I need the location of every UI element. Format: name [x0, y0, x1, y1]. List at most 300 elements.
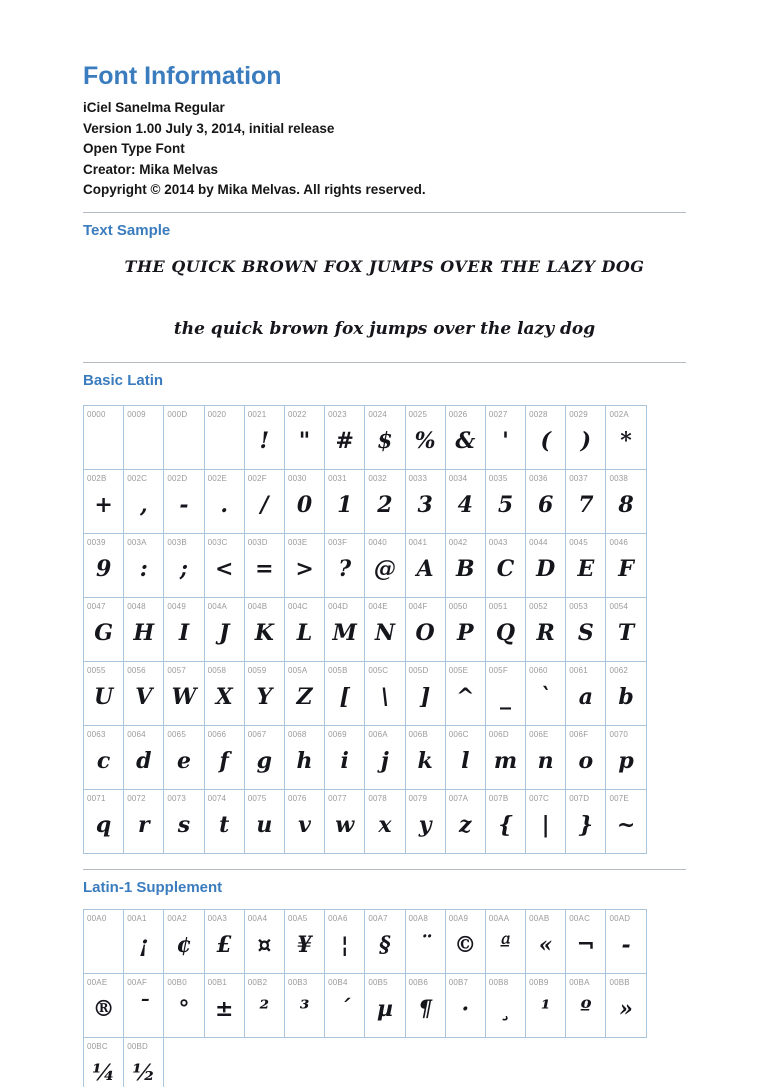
glyph-code-label: 0028 [529, 409, 548, 419]
glyph-cell [364, 789, 405, 854]
glyph-code-label: 007E [609, 793, 629, 803]
glyph-cell [204, 597, 245, 662]
glyph: q [95, 812, 112, 838]
glyph-cell [485, 533, 526, 598]
glyph-code-label: 0068 [287, 729, 307, 739]
glyph: Y [256, 684, 273, 710]
glyph-code-label: 0042 [448, 537, 468, 547]
glyph-code-label: 002F [247, 473, 267, 483]
glyph-cell [163, 597, 204, 662]
glyph-code-label: 004A [207, 601, 228, 611]
glyph-code-label: 0061 [569, 665, 588, 675]
glyph: # [335, 428, 354, 454]
glyph-code-label: 0059 [247, 665, 267, 675]
glyph: z [459, 812, 472, 838]
glyph: ¡ [138, 932, 149, 958]
glyph-code-label: 004D [328, 601, 349, 611]
glyph: . [220, 492, 228, 518]
glyph-code-label: 003B [167, 537, 187, 547]
glyph: 3 [417, 492, 433, 518]
glyph-code-label: 005C [368, 665, 389, 675]
glyph-code-label: 005A [287, 665, 308, 675]
glyph-cell [405, 973, 446, 1038]
glyph: K [254, 620, 274, 646]
glyph-cell [565, 789, 606, 854]
glyph-cell [123, 597, 164, 662]
glyph: h [296, 748, 313, 774]
glyph-code-label: 002E [207, 473, 228, 483]
glyph: ( [540, 428, 551, 454]
glyph: & [455, 428, 476, 454]
glyph-code-label: 005D [408, 665, 429, 675]
glyph-cell [123, 405, 164, 470]
glyph-cell [405, 597, 446, 662]
glyph-cell [364, 405, 405, 470]
glyph-code-label: 0076 [287, 793, 307, 803]
glyph-code-label: 00AF [127, 977, 148, 987]
sample-text-lowercase: the quick brown fox jumps over the lazy dog [173, 318, 596, 339]
glyph-cell [204, 789, 245, 854]
glyph-code-label: 007D [569, 793, 590, 803]
glyph: ~ [616, 812, 636, 838]
glyph-cell [405, 405, 446, 470]
glyph: _ [499, 684, 511, 710]
glyph-code-label: 00A5 [287, 913, 308, 923]
glyph-code-label: 003A [127, 537, 147, 547]
glyph-cell [284, 909, 325, 974]
glyph-cell [445, 597, 486, 662]
glyph: V [135, 684, 153, 710]
glyph-cell [83, 405, 124, 470]
glyph-code-label: 0056 [127, 665, 146, 675]
glyph-cell [525, 469, 566, 534]
glyph-code-label: 0074 [207, 793, 227, 803]
glyph-code-label: 00AD [609, 913, 631, 923]
glyph-cell [364, 597, 405, 662]
glyph: ? [338, 556, 352, 582]
glyph [164, 419, 203, 469]
glyph-code-label: 0024 [368, 409, 387, 419]
glyph-code-label: 00B5 [368, 977, 388, 987]
glyph-code-label: 00B2 [247, 977, 268, 987]
page-title: Font Information [83, 62, 282, 90]
glyph: x [378, 812, 392, 838]
glyph-cell [244, 533, 285, 598]
glyph-code-label: 0050 [448, 601, 468, 611]
glyph-cell [485, 725, 526, 790]
glyph: ' [502, 428, 509, 454]
glyph-cell [405, 725, 446, 790]
glyph-cell [163, 909, 204, 974]
glyph: y [418, 812, 432, 838]
glyph: ¥ [296, 932, 313, 958]
glyph-code-label: 00A7 [368, 913, 388, 923]
glyph: < [214, 556, 234, 582]
glyph-cell [364, 533, 405, 598]
glyph-code-label: 003F [328, 537, 348, 547]
glyph-code-label: 006C [448, 729, 469, 739]
glyph-cell [204, 725, 245, 790]
glyph-code-label: 002C [127, 473, 148, 483]
glyph: j [380, 748, 389, 774]
glyph-code-label: 00A1 [127, 913, 147, 923]
latin1-supplement-heading: Latin-1 Supplement [83, 878, 223, 896]
glyph: C [496, 556, 515, 582]
glyph-cell [605, 469, 646, 534]
glyph-code-label: 0064 [127, 729, 146, 739]
glyph-code-label: 00A3 [207, 913, 228, 923]
section-divider [83, 212, 686, 213]
glyph-code-label: 0054 [609, 601, 629, 611]
glyph: ! [259, 428, 270, 454]
glyph-cell [364, 661, 405, 726]
glyph-cell [565, 597, 606, 662]
glyph-code-label: 007B [488, 793, 509, 803]
glyph-cell [163, 469, 204, 534]
glyph-code-label: 00B7 [448, 977, 469, 987]
glyph-cell [284, 725, 325, 790]
glyph: J [218, 620, 230, 646]
glyph-code-label: 006E [529, 729, 549, 739]
glyph-code-label: 00AC [569, 913, 591, 923]
glyph-code-label: 002B [87, 473, 107, 483]
glyph-cell [485, 789, 526, 854]
glyph: 4 [457, 492, 473, 518]
glyph: l [461, 748, 470, 774]
glyph: M [332, 620, 357, 646]
glyph-cell [565, 973, 606, 1038]
glyph-code-label: 005E [448, 665, 469, 675]
glyph-code-label: 005F [488, 665, 508, 675]
glyph: © [454, 932, 477, 958]
glyph: ¶ [418, 996, 433, 1022]
glyph: * [620, 428, 632, 454]
glyph-code-label: 00AE [87, 977, 108, 987]
glyph: ¦ [340, 932, 349, 958]
glyph: ± [214, 996, 234, 1022]
glyph-code-label: 00A9 [448, 913, 469, 923]
glyph-cell [565, 909, 606, 974]
glyph-cell [485, 973, 526, 1038]
glyph-code-label: 00AB [529, 913, 550, 923]
glyph-code-label: 0069 [328, 729, 347, 739]
glyph-cell [324, 789, 365, 854]
glyph-code-label: 0063 [87, 729, 106, 739]
glyph: % [414, 428, 436, 454]
font-info-block [83, 98, 686, 201]
glyph-cell [445, 469, 486, 534]
glyph-cell [525, 909, 566, 974]
glyph-cell [163, 405, 204, 470]
glyph: i [340, 748, 349, 774]
glyph-code-label: 006D [488, 729, 509, 739]
glyph-cell [284, 597, 325, 662]
glyph: - [179, 492, 189, 518]
glyph-cell [605, 973, 646, 1038]
glyph-code-label: 0025 [408, 409, 428, 419]
glyph: § [379, 932, 391, 958]
glyph-cell [324, 469, 365, 534]
basic-latin-glyph-grid [83, 405, 686, 854]
glyph-cell [525, 405, 566, 470]
glyph-code-label: 0066 [207, 729, 227, 739]
glyph-cell [485, 661, 526, 726]
glyph-code-label: 0036 [529, 473, 548, 483]
glyph-code-label: 0045 [569, 537, 588, 547]
glyph: r [137, 812, 150, 838]
basic-latin-heading: Basic Latin [83, 371, 164, 389]
glyph: X [215, 684, 233, 710]
glyph: ) [580, 428, 592, 454]
glyph-cell [163, 973, 204, 1038]
glyph-code-label: 003D [247, 537, 268, 547]
glyph-cell [204, 909, 245, 974]
glyph: « [538, 932, 553, 958]
glyph: = [255, 556, 274, 582]
glyph-cell [83, 725, 124, 790]
glyph-cell [244, 973, 285, 1038]
glyph: F [618, 556, 634, 582]
glyph-code-label: 004B [247, 601, 268, 611]
glyph-code-label: 006B [408, 729, 428, 739]
glyph: > [295, 556, 314, 582]
glyph-cell [324, 533, 365, 598]
glyph-code-label: 0062 [609, 665, 629, 675]
glyph-code-label: 00A0 [87, 913, 107, 923]
glyph-code-label: 003C [207, 537, 228, 547]
glyph-code-label: 0047 [87, 601, 106, 611]
glyph-cell [244, 597, 285, 662]
glyph-code-label: 0052 [529, 601, 548, 611]
glyph: ª [500, 932, 511, 958]
glyph-cell [525, 789, 566, 854]
page-content [83, 0, 686, 1087]
font-creator: Creator: Mika Melvas [83, 161, 219, 177]
glyph-code-label: 00B3 [287, 977, 308, 987]
text-sample-heading: Text Sample [83, 221, 171, 239]
glyph-cell [123, 789, 164, 854]
glyph-code-label: 00BD [127, 1041, 148, 1051]
glyph-code-label: 0067 [247, 729, 267, 739]
glyph-cell [605, 533, 646, 598]
glyph-cell [244, 725, 285, 790]
glyph: o [578, 748, 594, 774]
glyph: ¸ [499, 996, 511, 1022]
glyph: f [219, 748, 229, 774]
glyph-cell [324, 909, 365, 974]
glyph: ½ [132, 1060, 156, 1086]
glyph-cell [324, 661, 365, 726]
glyph-code-label: 0022 [287, 409, 307, 419]
glyph-cell [163, 725, 204, 790]
glyph: m [493, 748, 518, 774]
glyph: H [133, 620, 155, 646]
glyph-code-label: 0055 [87, 665, 106, 675]
glyph-cell [204, 533, 245, 598]
glyph-cell [204, 661, 245, 726]
glyph-cell [485, 405, 526, 470]
glyph-cell [163, 661, 204, 726]
glyph: » [619, 996, 633, 1022]
glyph-cell [605, 909, 646, 974]
glyph-cell [83, 789, 124, 854]
glyph-cell [364, 973, 405, 1038]
glyph-cell [204, 973, 245, 1038]
glyph-cell [284, 533, 325, 598]
glyph-code-label: 00B9 [529, 977, 549, 987]
glyph-code-label: 00BA [569, 977, 590, 987]
font-type: Open Type Font [83, 141, 185, 156]
glyph-code-label: 0071 [87, 793, 106, 803]
glyph: ¤ [257, 932, 272, 958]
glyph [84, 419, 123, 469]
glyph: + [94, 492, 113, 518]
glyph-code-label: 0020 [207, 409, 227, 419]
glyph: { [498, 812, 513, 838]
glyph-cell [605, 597, 646, 662]
glyph: Z [296, 684, 313, 710]
glyph: º [580, 996, 592, 1022]
glyph: / [260, 492, 269, 518]
glyph-code-label: 0079 [408, 793, 428, 803]
glyph-code-label: 0073 [167, 793, 186, 803]
glyph: 7 [578, 492, 594, 518]
glyph: , [139, 492, 148, 518]
glyph: L [296, 620, 313, 646]
glyph-code-label: 0049 [167, 601, 186, 611]
glyph: ¹ [540, 996, 551, 1022]
glyph-cell [445, 973, 486, 1038]
glyph: } [578, 812, 593, 838]
glyph [205, 419, 244, 469]
glyph-code-label: 00A8 [408, 913, 428, 923]
glyph-code-label: 0035 [488, 473, 508, 483]
glyph: U [94, 684, 114, 710]
glyph: ° [178, 996, 190, 1022]
glyph-cell [445, 789, 486, 854]
glyph-code-label: 006A [368, 729, 388, 739]
glyph: " [298, 428, 311, 454]
glyph-cell [364, 469, 405, 534]
glyph-cell [525, 533, 566, 598]
glyph: B [455, 556, 475, 582]
glyph-code-label: 0048 [127, 601, 146, 611]
glyph: ´ [339, 996, 351, 1022]
glyph-cell [565, 661, 606, 726]
glyph-cell [123, 909, 164, 974]
glyph: $ [377, 428, 393, 454]
section-divider [83, 362, 686, 363]
glyph-cell [324, 405, 365, 470]
glyph-cell [284, 973, 325, 1038]
glyph-code-label: 00B1 [207, 977, 228, 987]
glyph-code-label: 0029 [569, 409, 588, 419]
glyph-cell [163, 533, 204, 598]
glyph-cell [445, 725, 486, 790]
glyph-code-label: 005B [328, 665, 348, 675]
glyph-code-label: 0026 [448, 409, 468, 419]
glyph: [ [339, 684, 350, 710]
glyph-cell [83, 661, 124, 726]
glyph-cell [445, 661, 486, 726]
glyph-cell [324, 725, 365, 790]
glyph-code-label: 0051 [488, 601, 508, 611]
glyph-code-label: 0075 [247, 793, 267, 803]
glyph-cell [83, 597, 124, 662]
glyph-cell [364, 909, 405, 974]
glyph-code-label: 0044 [529, 537, 548, 547]
glyph-code-label: 000D [167, 409, 188, 419]
glyph-cell [565, 469, 606, 534]
glyph: : [139, 556, 148, 582]
glyph: ¬ [576, 932, 596, 958]
glyph-code-label: 002A [609, 409, 629, 419]
glyph-code-label: 0032 [368, 473, 387, 483]
glyph: ² [259, 996, 270, 1022]
glyph-code-label: 00BC [87, 1041, 108, 1051]
glyph-code-label: 0053 [569, 601, 588, 611]
glyph: P [457, 620, 474, 646]
glyph-code-label: 0058 [207, 665, 227, 675]
glyph-code-label: 0023 [328, 409, 347, 419]
glyph-code-label: 00B0 [167, 977, 187, 987]
glyph-cell [525, 661, 566, 726]
glyph-cell [284, 405, 325, 470]
glyph: I [178, 620, 190, 646]
glyph-code-label: 0037 [569, 473, 588, 483]
glyph: ¨ [419, 932, 431, 958]
glyph-code-label: 0009 [127, 409, 146, 419]
glyph-cell [405, 533, 446, 598]
glyph: s [177, 812, 191, 838]
glyph-cell [284, 661, 325, 726]
glyph-code-label: 0034 [448, 473, 468, 483]
glyph: µ [376, 996, 393, 1022]
glyph: T [617, 620, 635, 646]
glyph-cell [123, 661, 164, 726]
glyph: t [219, 812, 230, 838]
glyph-code-label: 0060 [529, 665, 548, 675]
glyph-cell [405, 909, 446, 974]
glyph-cell [445, 405, 486, 470]
glyph: A [416, 556, 434, 582]
glyph: - [621, 932, 631, 958]
glyph: 9 [95, 556, 112, 582]
glyph-code-label: 0027 [488, 409, 508, 419]
glyph: ^ [456, 684, 475, 710]
glyph-cell [324, 597, 365, 662]
glyph-cell [364, 725, 405, 790]
glyph: D [536, 556, 556, 582]
glyph: ] [419, 684, 431, 710]
glyph-code-label: 0039 [87, 537, 106, 547]
glyph-cell [83, 973, 124, 1038]
font-version: Version 1.00 July 3, 2014, initial release [83, 120, 335, 136]
glyph-cell [605, 405, 646, 470]
glyph-cell [83, 469, 124, 534]
glyph: 0 [296, 492, 313, 518]
glyph-cell [324, 973, 365, 1038]
glyph-code-label: 002D [167, 473, 188, 483]
glyph-code-label: 00AA [488, 913, 510, 923]
glyph-cell [445, 533, 486, 598]
glyph-code-label: 00B8 [488, 977, 509, 987]
glyph-code-label: 0021 [247, 409, 267, 419]
glyph-cell [123, 1037, 164, 1087]
font-name: iCiel Sanelma Regular [83, 100, 225, 115]
glyph-code-label: 00A6 [328, 913, 348, 923]
glyph-cell [204, 469, 245, 534]
